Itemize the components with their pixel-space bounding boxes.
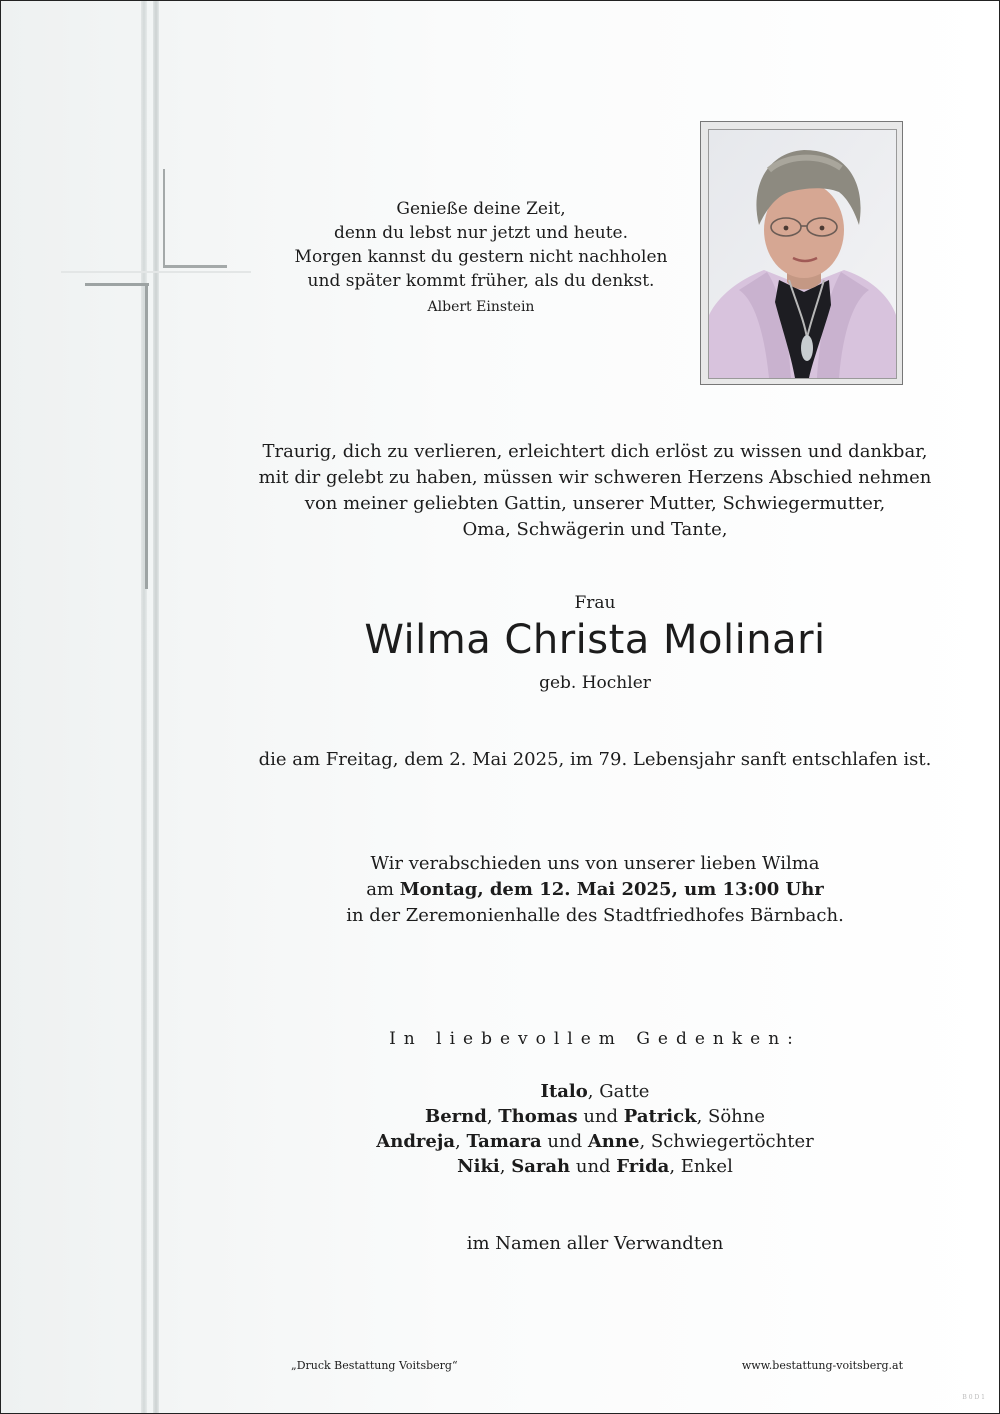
mourner-line [295, 1154, 895, 1179]
website-link[interactable]: www.bestattung-voitsberg.at [741, 1359, 903, 1372]
background-stripe [141, 1, 147, 1413]
salutation: Frau [574, 593, 616, 613]
quote [281, 197, 681, 293]
portrait-photo [708, 129, 897, 379]
mourner-line [295, 1104, 895, 1129]
mourner-name: Italo [540, 1081, 588, 1102]
separator: und [541, 1131, 588, 1152]
mourner-relation: , Gatte [587, 1081, 650, 1102]
quote-author: Albert Einstein [427, 299, 535, 315]
memory-heading: In liebevollem Gedenken: [389, 1029, 801, 1049]
portrait-frame [700, 121, 903, 385]
separator: , [499, 1156, 512, 1177]
mourner-relation: , Söhne [696, 1106, 766, 1127]
intro-line: Traurig, dich zu verlieren, erleichtert dich erlöst zu wissen und dankbar, [262, 441, 928, 462]
maiden-name: geb. Hochler [539, 673, 651, 693]
separator: und [570, 1156, 617, 1177]
service-date-time: Montag, dem 12. Mai 2025, um 13:00 Uhr [399, 879, 824, 900]
intro-line: Oma, Schwägerin und Tante, [462, 519, 728, 540]
intro-text [245, 439, 945, 543]
background-stripe [153, 1, 159, 1413]
separator: und [577, 1106, 624, 1127]
mourner-relation: , Enkel [669, 1156, 733, 1177]
printer-credit: „Druck Bestattung Voitsberg“ [291, 1359, 458, 1372]
service-line: Wir verabschieden uns von unserer lieben Wilma [370, 853, 820, 874]
mourner-name: Thomas [498, 1106, 578, 1127]
mourner-name: Niki [457, 1156, 500, 1177]
separator: , [486, 1106, 499, 1127]
service-location: in der Zeremonienhalle des Stadtfriedhofes Bärnbach. [346, 905, 844, 926]
quote-line: Morgen kannst du gestern nicht nachholen [294, 247, 668, 267]
separator: , [455, 1131, 467, 1152]
mourner-name: Frida [616, 1156, 670, 1177]
quote-line: und später kommt früher, als du denkst. [307, 271, 655, 291]
mourner-name: Sarah [511, 1156, 571, 1177]
mourner-name: Patrick [623, 1106, 697, 1127]
service-info [295, 851, 895, 929]
death-notice: die am Freitag, dem 2. Mai 2025, im 79. Lebensjahr sanft entschlafen ist. [258, 749, 932, 770]
deceased-name: Wilma Christa Molinari [364, 617, 826, 663]
mourner-name: Tamara [466, 1131, 542, 1152]
mourners-list [295, 1079, 895, 1179]
quote-line: denn du lebst nur jetzt und heute. [333, 223, 629, 243]
mourner-name: Anne [587, 1131, 640, 1152]
quote-line: Genieße deine Zeit, [396, 199, 566, 219]
intro-line: mit dir gelebt zu haben, müssen wir schweren Herzens Abschied nehmen [258, 467, 932, 488]
on-behalf-text: im Namen aller Verwandten [466, 1233, 724, 1254]
service-prefix: am [366, 879, 400, 900]
mourner-relation: , Schwiegertöchter [639, 1131, 814, 1152]
intro-line: von meiner geliebten Gattin, unserer Mutter, Schwiegermutter, [304, 493, 886, 514]
page-code: B 0 D 1 [962, 1394, 985, 1401]
service-line [295, 877, 895, 903]
mourner-line [295, 1079, 895, 1104]
mourner-name: Bernd [424, 1106, 487, 1127]
mourner-name: Andreja [376, 1131, 456, 1152]
mourner-line [295, 1129, 895, 1154]
